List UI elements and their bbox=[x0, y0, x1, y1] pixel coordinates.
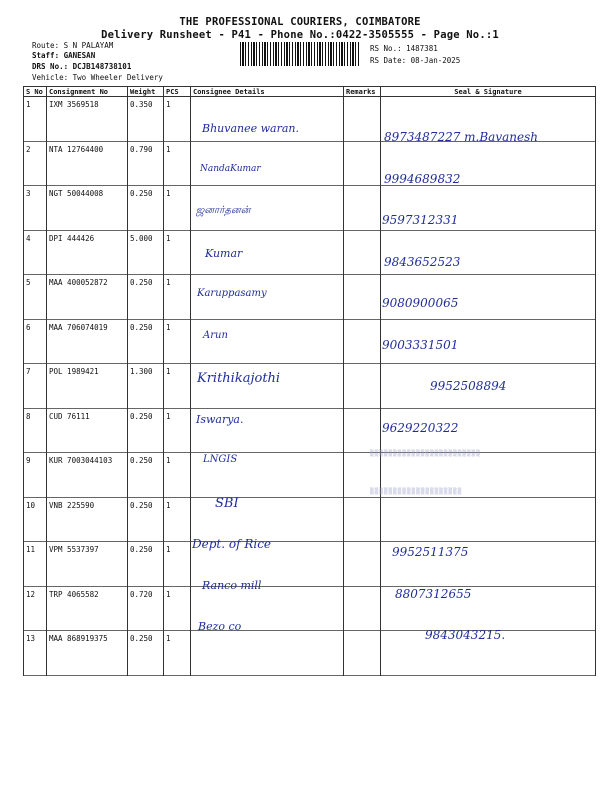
row-sno: 7 bbox=[24, 364, 47, 409]
table-row bbox=[24, 408, 596, 453]
row-pcs: 1 bbox=[164, 275, 191, 320]
consignee-handwriting: LNGIS bbox=[203, 454, 238, 465]
row-consignment-no: NTA 12764400 bbox=[47, 141, 128, 186]
row-pcs: 1 bbox=[164, 97, 191, 142]
row-remarks bbox=[344, 364, 381, 409]
route-text: Route: S N PALAYAM bbox=[32, 41, 114, 50]
row-sno: 12 bbox=[24, 586, 47, 631]
table-row bbox=[24, 497, 596, 542]
col-sno: S No bbox=[24, 87, 47, 97]
row-weight: 1.300 bbox=[128, 364, 164, 409]
row-remarks bbox=[344, 97, 381, 142]
row-weight: 0.250 bbox=[128, 408, 164, 453]
consignee-handwriting: Bezo co bbox=[198, 620, 242, 633]
row-pcs: 1 bbox=[164, 497, 191, 542]
row-weight: 0.350 bbox=[128, 97, 164, 142]
row-remarks bbox=[344, 542, 381, 587]
table-header bbox=[24, 87, 596, 97]
seal-signature: 8807312655 bbox=[395, 586, 472, 601]
row-remarks bbox=[344, 141, 381, 186]
seal-signature: 9952508894 bbox=[430, 379, 507, 393]
barcode bbox=[240, 42, 360, 66]
row-consignment-no: MAA 706074019 bbox=[47, 319, 128, 364]
row-pcs: 1 bbox=[164, 186, 191, 231]
staff-text: Staff: GANESAN bbox=[32, 51, 96, 60]
consignee-handwriting: NandaKumar bbox=[200, 163, 261, 174]
seal-signature: 9952511375 bbox=[392, 545, 469, 559]
row-remarks bbox=[344, 230, 381, 275]
consignee-handwriting: Kumar bbox=[205, 246, 243, 260]
row-weight: 5.000 bbox=[128, 230, 164, 275]
row-consignment-no: TRP 4065582 bbox=[47, 586, 128, 631]
rs-number: RS No.: 1487381 bbox=[370, 44, 438, 53]
row-weight: 0.250 bbox=[128, 631, 164, 676]
row-weight: 0.250 bbox=[128, 319, 164, 364]
row-remarks bbox=[344, 497, 381, 542]
row-consignee bbox=[191, 631, 344, 676]
row-sno: 11 bbox=[24, 542, 47, 587]
stamp-mark: ▒▒▒▒▒▒▒▒▒▒▒▒▒▒▒▒▒▒▒▒ bbox=[370, 488, 463, 495]
seal-signature: 9597312331 bbox=[382, 213, 459, 227]
table-row bbox=[24, 364, 596, 409]
row-pcs: 1 bbox=[164, 586, 191, 631]
row-sno: 10 bbox=[24, 497, 47, 542]
row-pcs: 1 bbox=[164, 230, 191, 275]
row-consignee bbox=[191, 319, 344, 364]
company-name: THE PROFESSIONAL COURIERS, COIMBATORE bbox=[179, 16, 421, 28]
runsheet-table bbox=[23, 86, 596, 676]
row-remarks bbox=[344, 275, 381, 320]
runsheet-title: Delivery Runsheet - P41 - Phone No.:0422-3505555 - Page No.:1 bbox=[101, 29, 499, 41]
row-weight: 0.250 bbox=[128, 275, 164, 320]
row-sno: 4 bbox=[24, 230, 47, 275]
row-pcs: 1 bbox=[164, 408, 191, 453]
row-pcs: 1 bbox=[164, 453, 191, 498]
col-consignment: Consignment No bbox=[47, 87, 128, 97]
row-consignment-no: VNB 225590 bbox=[47, 497, 128, 542]
row-pcs: 1 bbox=[164, 141, 191, 186]
row-consignment-no: KUR 7003044103 bbox=[47, 453, 128, 498]
table-row bbox=[24, 631, 596, 676]
row-remarks bbox=[344, 319, 381, 364]
row-pcs: 1 bbox=[164, 631, 191, 676]
row-weight: 0.250 bbox=[128, 453, 164, 498]
row-consignment-no: DPI 444426 bbox=[47, 230, 128, 275]
table-row bbox=[24, 453, 596, 498]
row-sno: 13 bbox=[24, 631, 47, 676]
consignee-handwriting: SBI bbox=[215, 495, 239, 511]
seal-signature: 9629220322 bbox=[382, 420, 459, 435]
row-sno: 1 bbox=[24, 97, 47, 142]
vehicle-text: Vehicle: Two Wheeler Delivery bbox=[32, 73, 163, 82]
stamp-mark: ▒▒▒▒▒▒▒▒▒▒▒▒▒▒▒▒▒▒▒▒▒▒▒▒ bbox=[370, 450, 481, 457]
consignee-handwriting: Krithikajothi bbox=[197, 371, 281, 386]
seal-signature: 9003331501 bbox=[382, 337, 459, 352]
row-consignment-no: MAA 400052872 bbox=[47, 275, 128, 320]
row-weight: 0.250 bbox=[128, 497, 164, 542]
consignee-handwriting: Arun bbox=[203, 329, 228, 341]
row-weight: 0.790 bbox=[128, 141, 164, 186]
row-consignment-no: IXM 3569518 bbox=[47, 97, 128, 142]
rs-date: RS Date: 08-Jan-2025 bbox=[370, 56, 461, 65]
col-consignee: Consignee Details bbox=[191, 87, 344, 97]
row-pcs: 1 bbox=[164, 319, 191, 364]
row-remarks bbox=[344, 408, 381, 453]
consignee-handwriting: Bhuvanee waran. bbox=[202, 122, 299, 135]
row-sno: 5 bbox=[24, 275, 47, 320]
col-weight: Weight bbox=[128, 87, 164, 97]
row-sno: 9 bbox=[24, 453, 47, 498]
row-consignment-no: CUD 76111 bbox=[47, 408, 128, 453]
col-seal: Seal & Signature bbox=[381, 87, 596, 97]
consignee-handwriting: Dept. of Rice bbox=[192, 537, 272, 551]
row-pcs: 1 bbox=[164, 542, 191, 587]
row-sno: 2 bbox=[24, 141, 47, 186]
table-row bbox=[24, 186, 596, 231]
drs-number: DRS No.: DCJB148738101 bbox=[32, 62, 132, 71]
consignee-handwriting: Karuppasamy bbox=[197, 288, 267, 299]
row-remarks bbox=[344, 186, 381, 231]
table-row bbox=[24, 319, 596, 364]
seal-signature: 9994689832 bbox=[384, 171, 461, 186]
row-sno: 8 bbox=[24, 408, 47, 453]
table-row bbox=[24, 542, 596, 587]
seal-signature: 8973487227 m.Bavanesh bbox=[384, 130, 538, 144]
row-weight: 0.720 bbox=[128, 586, 164, 631]
consignee-handwriting: Iswarya. bbox=[196, 412, 244, 426]
row-consignment-no: MAA 868919375 bbox=[47, 631, 128, 676]
seal-signature: 9843652523 bbox=[384, 254, 461, 269]
table-row bbox=[24, 586, 596, 631]
table-row bbox=[24, 141, 596, 186]
col-pcs: PCS bbox=[164, 87, 191, 97]
row-seal bbox=[381, 497, 596, 542]
seal-signature: 9080900065 bbox=[382, 296, 459, 310]
row-consignee bbox=[191, 497, 344, 542]
consignee-handwriting: Ranco mill bbox=[202, 578, 262, 592]
row-weight: 0.250 bbox=[128, 542, 164, 587]
row-consignment-no: VPM 5537397 bbox=[47, 542, 128, 587]
table-row bbox=[24, 275, 596, 320]
row-remarks bbox=[344, 631, 381, 676]
consignee-handwriting: ஜனார்தனன் bbox=[196, 205, 251, 216]
row-pcs: 1 bbox=[164, 364, 191, 409]
row-remarks bbox=[344, 586, 381, 631]
row-sno: 3 bbox=[24, 186, 47, 231]
row-consignment-no: NGT 50044008 bbox=[47, 186, 128, 231]
row-weight: 0.250 bbox=[128, 186, 164, 231]
table-row bbox=[24, 230, 596, 275]
col-remarks: Remarks bbox=[344, 87, 381, 97]
seal-signature: 9843043215. bbox=[425, 628, 506, 642]
row-consignment-no: POL 1989421 bbox=[47, 364, 128, 409]
row-sno: 6 bbox=[24, 319, 47, 364]
